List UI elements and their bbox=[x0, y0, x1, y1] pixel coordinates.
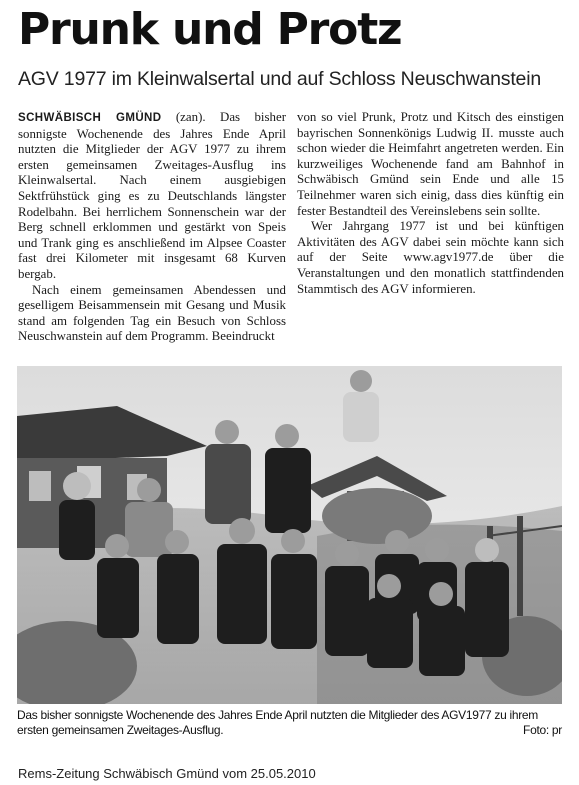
photo-caption bbox=[17, 708, 562, 738]
photo-credit: Foto: pr bbox=[523, 723, 562, 737]
article-paragraph-1 bbox=[18, 110, 286, 283]
article-paragraph-2-continued: von so viel Prunk, Protz und Kitsch des einstigen bayrischen Sonnenkönigs Ludwig II. musste auch schon wieder die Heimfahrt angetreten werden. Ein kurzweiliges Wochenende fand am Bahnhof in Schwäbisch Gmünd sein Ende und alle 15 Teilnehmer waren sich einig, dass dies künftig ein fester Bestandteil des Vereinslebens sein sollte. bbox=[297, 110, 564, 218]
photo-caption-text: Das bisher sonnigste Wochenende des Jahres Ende April nutzten die Mitglieder des AGV1977 zu ihrem ersten gemeinsamen Zweitages-Ausflug. bbox=[17, 708, 539, 737]
article-paragraph-3: Wer Jahrgang 1977 ist und bei künftigen Aktivitäten des AGV dabei sein möchte kann sich auf der Seite www.agv1977.de über die Veranstaltungen und den monatlich stattfindenden Stammtisch des AGV informieren. bbox=[297, 219, 564, 296]
article-column-right bbox=[297, 110, 564, 297]
group-photo bbox=[17, 366, 562, 704]
subheadline: AGV 1977 im Kleinwalsertal und auf Schloss Neuschwanstein bbox=[18, 68, 541, 90]
article-column-left bbox=[18, 110, 286, 345]
dateline: SCHWÄBISCH GMÜND bbox=[18, 112, 162, 124]
source-line: Rems-Zeitung Schwäbisch Gmünd vom 25.05.2010 bbox=[18, 766, 316, 781]
article-paragraph-2: Nach einem gemeinsamen Abendessen und geselligem Beisammensein mit Gesang und Musik stand am folgenden Tag ein Besuch von Schloss Neuschwanstein auf dem Programm. Beeindruckt bbox=[18, 282, 286, 344]
group-photo-illustration bbox=[17, 366, 562, 704]
article-intro-text: (zan). Das bisher sonnigste Wochenende des Jahres Ende April nutzten die Mitglieder der AGV 1977 zu ihrem ersten gemeinsamen Zweitages-Ausflug ins Kleinwalsertal. Nach einem ausgiebigen Sektfrühstück ging es zu Deutschlands längster Rodelbahn. Bei herrlichem Sonnenschein war der Berg schnell erklommen und gestärkt von Speis und Trank ging es anschließend im Alpsee Coaster fast drei Kilometer mit insgesamt 68 Kurven bergab. bbox=[18, 110, 286, 281]
headline: Prunk und Protz bbox=[18, 4, 402, 55]
